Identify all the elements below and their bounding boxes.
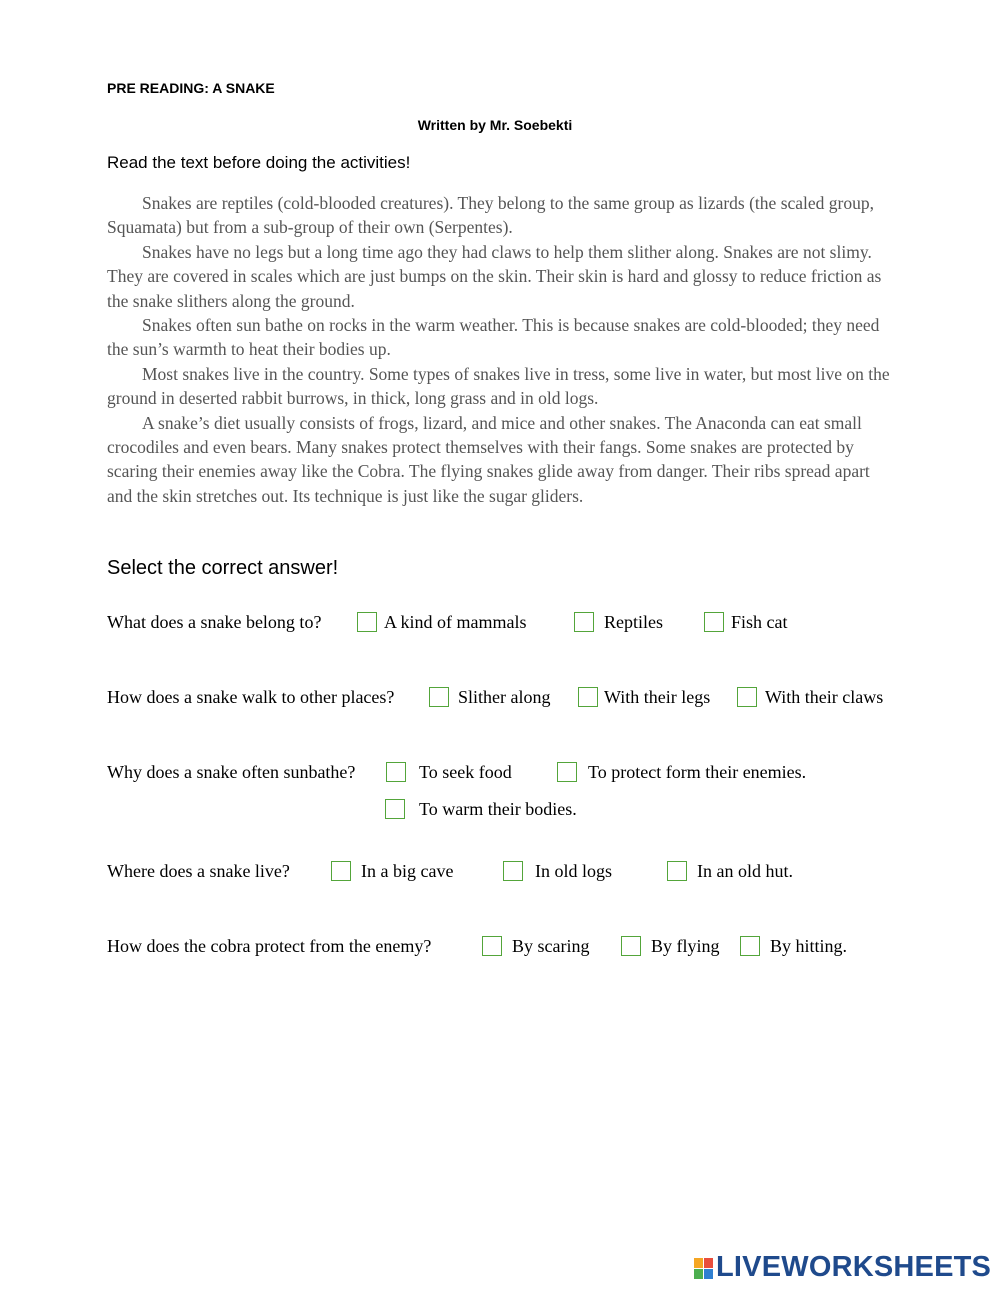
- option-label: To warm their bodies.: [419, 799, 577, 819]
- option-label: In old logs: [535, 861, 613, 881]
- answer-checkbox[interactable]: [740, 936, 760, 956]
- liveworksheets-logo-icon: [694, 1258, 714, 1280]
- answer-checkbox[interactable]: [331, 861, 351, 881]
- option-label: In a big cave: [361, 861, 454, 881]
- option-label: Fish cat: [731, 612, 788, 632]
- option-label: Slither along: [458, 687, 551, 707]
- reading-passage: [107, 191, 897, 508]
- answer-checkbox[interactable]: [385, 799, 405, 819]
- answer-checkbox[interactable]: [503, 861, 523, 881]
- answer-checkbox[interactable]: [386, 762, 406, 782]
- answer-checkbox[interactable]: [621, 936, 641, 956]
- option-label: Reptiles: [604, 612, 663, 632]
- question-3: [107, 760, 907, 824]
- answer-checkbox[interactable]: [429, 687, 449, 707]
- question-text: What does a snake belong to?: [107, 612, 322, 632]
- passage-paragraph: Snakes have no legs but a long time ago they had claws to help them slither along. Snakes are not slimy. They are covered in scales which are just bumps on the skin. Their skin is hard and glossy to reduce friction as the snake slithers along the ground.: [107, 241, 882, 311]
- question-1: [107, 610, 907, 636]
- option-label: By hitting.: [770, 936, 848, 956]
- answer-checkbox[interactable]: [667, 861, 687, 881]
- answer-checkbox[interactable]: [578, 687, 598, 707]
- passage-paragraph: Snakes often sun bathe on rocks in the warm weather. This is because snakes are cold-blooded; they need the sun’s warmth to heat their bodies up.: [107, 315, 880, 360]
- option-label: With their claws: [765, 687, 884, 707]
- option-label: With their legs: [604, 687, 711, 707]
- answer-checkbox[interactable]: [574, 612, 594, 632]
- answer-checkbox[interactable]: [357, 612, 377, 632]
- passage-paragraph: Snakes are reptiles (cold-blooded creatures). They belong to the same group as lizards (the scaled group, Squamata) but from a sub-group of their own (Serpentes).: [107, 193, 874, 238]
- logo-text: LIVEWORKSHEETS: [716, 1251, 992, 1283]
- section-heading: Select the correct answer!: [107, 557, 339, 579]
- question-5: [107, 934, 907, 960]
- answer-checkbox[interactable]: [557, 762, 577, 782]
- question-2: [107, 685, 907, 711]
- page-title: PRE READING: A SNAKE: [107, 80, 275, 96]
- question-text: How does the cobra protect from the enemy?: [107, 936, 432, 956]
- passage-paragraph: A snake’s diet usually consists of frogs, lizard, and mice and other snakes. The Anaconda can eat small crocodiles and even bears. Many snakes protect themselves with their fangs. Some snakes are protected by scaring their enemies away like the Cobra. The flying snakes glide away from danger. Their ribs spread apart and the skin stretches out. Its technique is just like the sugar gliders.: [107, 412, 870, 506]
- question-4: [107, 859, 907, 885]
- answer-checkbox[interactable]: [737, 687, 757, 707]
- question-text: How does a snake walk to other places?: [107, 687, 395, 707]
- option-label: By scaring: [512, 936, 590, 956]
- answer-checkbox[interactable]: [704, 612, 724, 632]
- answer-checkbox[interactable]: [482, 936, 502, 956]
- question-text: Why does a snake often sunbathe?: [107, 762, 356, 782]
- author-line: Written by Mr. Soebekti: [417, 117, 573, 133]
- option-label: In an old hut.: [697, 861, 793, 881]
- option-label: To protect form their enemies.: [588, 762, 807, 782]
- question-text: Where does a snake live?: [107, 861, 290, 881]
- passage-paragraph: Most snakes live in the country. Some types of snakes live in tress, some live in water, but most live on the ground in deserted rabbit burrows, in thick, long grass and in old logs.: [107, 363, 890, 409]
- option-label: A kind of mammals: [384, 612, 527, 632]
- option-label: To seek food: [419, 762, 512, 782]
- option-label: By flying: [651, 936, 720, 956]
- instruction-text: Read the text before doing the activities!: [107, 153, 411, 172]
